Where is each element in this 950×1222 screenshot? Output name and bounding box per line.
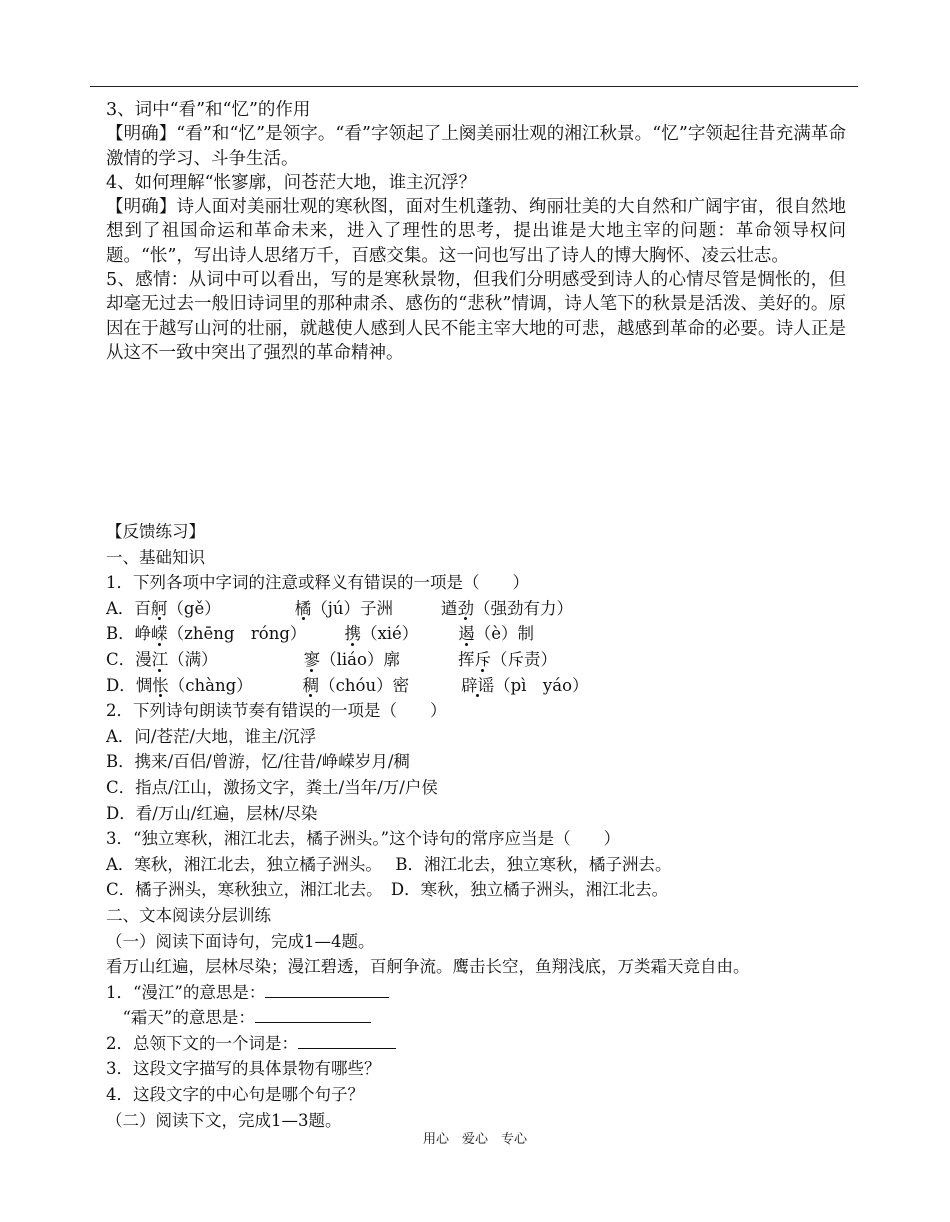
reading-question-4: 4．这段文字的中心句是哪个句子？ bbox=[106, 1085, 364, 1105]
dotted-char: 嵘 bbox=[151, 621, 168, 647]
answer-blank[interactable] bbox=[298, 1032, 396, 1049]
answer-blank[interactable] bbox=[265, 981, 389, 998]
item-4-answer: 【明确】诗人面对美丽壮观的寒秋图，面对生机蓬勃、绚丽壮美的大自然和广阔宇宙，很自然地想到了祖国命运和革命未来，进入了理性的思考，提出谁是大地主宰的问题：革命领导权问题。“怅”，写出诗人思绪万千，百感交集。这一问也写出了诗人的博大胸怀、凌云壮志。 bbox=[106, 197, 846, 266]
part-1-intro: （一）阅读下面诗句，完成1—4题。 bbox=[106, 931, 375, 951]
item-3-heading: 3、词中“看”和“忆”的作用 bbox=[106, 100, 311, 120]
section-text-reading: 二、文本阅读分层训练 bbox=[106, 905, 271, 925]
question-1-option-d: D．惆怅（chàng） 稠（chóu）密 辟谣（pì yáo） bbox=[106, 673, 846, 699]
section-basic-knowledge: 一、基础知识 bbox=[106, 547, 205, 567]
dotted-char: 江 bbox=[152, 647, 169, 673]
dotted-char: 遏 bbox=[458, 621, 475, 647]
question-1-option-a: A．百舸（gě） 橘（jú）子洲 遒劲（强劲有力） bbox=[106, 596, 846, 622]
question-1-option-c: C．漫江（满） 寥（liáo）廓 挥斥（斥责） bbox=[106, 647, 846, 673]
header-rule bbox=[90, 86, 858, 87]
question-2-option-d: D．看/万山/红遍，层林/尽染 bbox=[106, 803, 318, 823]
item-4-heading: 4、如何理解“怅寥廓，问苍茫大地，谁主沉浮？ bbox=[106, 172, 477, 193]
exercise-section bbox=[106, 519, 846, 1133]
dotted-char: 橘 bbox=[295, 596, 312, 622]
exercise-heading: 【反馈练习】 bbox=[106, 522, 205, 541]
page-footer: 用心 爱心 专心 bbox=[422, 1132, 527, 1147]
poem-excerpt: 看万山红遍，层林尽染；漫江碧透，百舸争流。鹰击长空，鱼翔浅底，万类霜天竞自由。 bbox=[106, 957, 750, 977]
dotted-char: 辟谣 bbox=[461, 673, 494, 699]
answer-blank[interactable] bbox=[255, 1006, 371, 1023]
dotted-char: 携 bbox=[344, 621, 361, 647]
question-2-stem: 2．下列诗句朗读节奏有错误的一项是（ ） bbox=[106, 701, 447, 721]
part-2-intro: （二）阅读下文，完成1—3题。 bbox=[106, 1110, 342, 1130]
fill-question-2: 2．总领下文的一个词是： bbox=[106, 1031, 846, 1057]
dotted-char: 怅 bbox=[152, 673, 169, 699]
reading-question-3: 3．这段文字描写的具体景物有哪些？ bbox=[106, 1059, 381, 1079]
question-1-option-b: B．峥嵘（zhēng róng） 携（xié） 遏（è）制 bbox=[106, 621, 846, 647]
dotted-char: 寥 bbox=[304, 647, 321, 673]
question-2-option-a: A．问/苍茫/大地，谁主/沉浮 bbox=[106, 726, 317, 746]
item-3-answer: 【明确】“看”和“忆”是领字。“看”字领起了上阕美丽壮观的湘江秋景。“忆”字领起往昔充满革命激情的学习、斗争生活。 bbox=[106, 124, 846, 169]
question-2-option-c: C．指点/江山，激扬文字，粪土/当年/万/户侯 bbox=[106, 777, 438, 797]
analysis-section bbox=[106, 98, 846, 365]
question-3-options-ab: A．寒秋，湘江北去，独立橘子洲头。 B．湘江北去，独立寒秋，橘子洲去。 bbox=[106, 854, 672, 874]
dotted-char: 舸 bbox=[151, 596, 168, 622]
item-5-emotion: 5、感情：从词中可以看出，写的是寒秋景物，但我们分明感受到诗人的心情尽管是惆怅的，但却毫无过去一般旧诗词里的那种肃杀、感伤的“悲秋”情调，诗人笔下的秋景是活泼、美好的。原因在于越写山河的壮丽，就越使人感到人民不能主宰大地的可悲，越感到革命的必要。诗人正是从这不一致中突出了强烈的革命精神。 bbox=[106, 270, 846, 363]
question-1-stem: 1．下列各项中字词的注意或释义有错误的一项是（ ） bbox=[106, 573, 529, 593]
dotted-char: 斥 bbox=[474, 647, 491, 673]
question-2-option-b: B．携来/百侣/曾游，忆/往昔/峥嵘岁月/稠 bbox=[106, 752, 410, 772]
fill-question-1b: “霜天”的意思是： bbox=[106, 1005, 846, 1031]
dotted-char: 稠 bbox=[303, 673, 320, 699]
dotted-char: 劲 bbox=[458, 596, 475, 622]
question-3-stem: 3．“独立寒秋，湘江北去，橘子洲头。”这个诗句的常序应当是（ ） bbox=[106, 829, 621, 849]
question-3-options-cd: C．橘子洲头，寒秋独立，湘江北去。 D．寒秋，独立橘子洲头，湘江北去。 bbox=[106, 880, 669, 900]
fill-question-1a: 1．“漫江”的意思是： bbox=[106, 980, 846, 1006]
